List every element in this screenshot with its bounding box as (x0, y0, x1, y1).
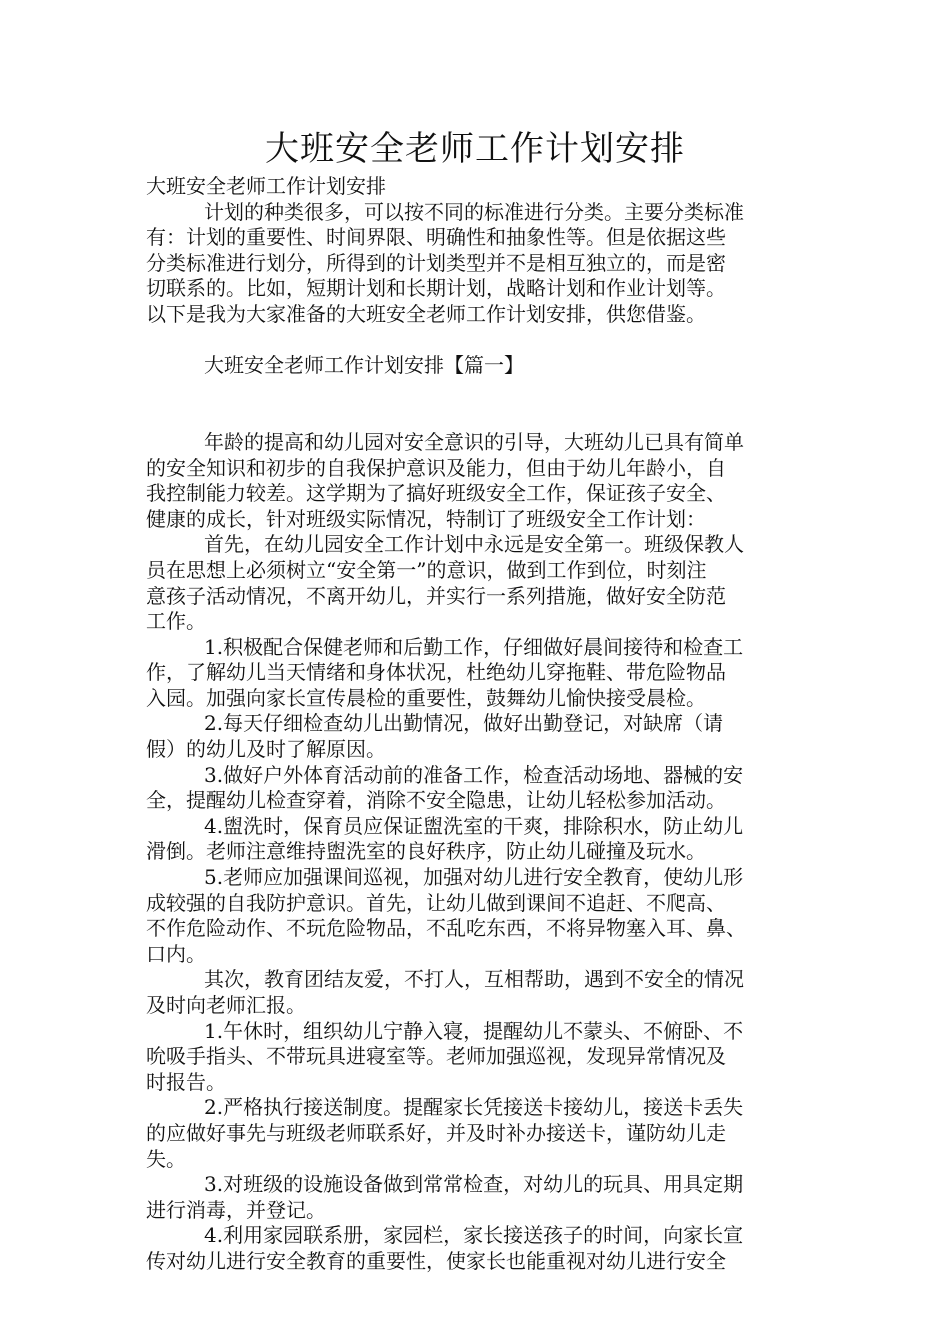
blank-line (146, 328, 816, 354)
text-line: 及时向老师汇报。 (146, 993, 306, 1017)
text-line: 我控制能力较差。这学期为了搞好班级安全工作，保证孩子安全、 (146, 481, 726, 506)
text-line: 成较强的自我防护意识。首先，让幼儿做到课间不追赶、不爬高、 (146, 890, 726, 915)
text-line: 滑倒。老师注意维持盥洗室的良好秩序，防止幼儿碰撞及玩水。 (146, 839, 706, 864)
blank-line (146, 379, 816, 405)
text-line: 年龄的提高和幼儿园对安全意识的引导，大班幼儿已具有简单 (204, 429, 744, 454)
text-line: 有：计划的重要性、时间界限、明确性和抽象性等。但是依据这些 (146, 225, 726, 250)
text-line: 1.积极配合保健老师和后勤工作，仔细做好晨间接待和检查工 (204, 634, 744, 659)
text-line: 2.严格执行接送制度。提醒家长凭接送卡接幼儿，接送卡丢失 (204, 1095, 744, 1120)
text-line: 4.利用家园联系册，家园栏，家长接送孩子的时间，向家长宣 (204, 1223, 744, 1248)
document-body (146, 174, 816, 1275)
text-line: 员在思想上必须树立“安全第一”的意识，做到工作到位，时刻注 (146, 557, 707, 582)
text-line: 1.午休时，组织幼儿宁静入寝，提醒幼儿不蒙头、不俯卧、不 (204, 1018, 744, 1043)
text-line: 口内。 (146, 941, 206, 966)
text-line: 分类标准进行划分，所得到的计划类型并不是相互独立的，而是密 (146, 250, 726, 275)
text-line: 5.老师应加强课间巡视，加强对幼儿进行安全教育，使幼儿形 (204, 865, 744, 890)
text-line: 意孩子活动情况，不离开幼儿，并实行一系列措施，做好安全防范 (146, 583, 726, 608)
text-line: 4.盥洗时，保育员应保证盥洗室的干爽，排除积水，防止幼儿 (204, 813, 744, 838)
text-line: 吮吸手指头、不带玩具进寝室等。老师加强巡视，发现异常情况及 (146, 1044, 726, 1069)
text-line: 工作。 (146, 609, 206, 634)
text-line: 切联系的。比如，短期计划和长期计划，战略计划和作业计划等。 (146, 276, 726, 301)
text-line: 进行消毒，并登记。 (146, 1197, 326, 1222)
text-line: 大班安全老师工作计划安排【篇一】 (204, 353, 524, 378)
text-line: 全，提醒幼儿检查穿着，消除不安全隐患，让幼儿轻松参加活动。 (146, 788, 726, 813)
text-line: 3.对班级的设施设备做到常常检查，对幼儿的玩具、用具定期 (204, 1172, 744, 1197)
text-line: 的应做好事先与班级老师联系好，并及时补办接送卡，谨防幼儿走 (146, 1120, 726, 1145)
text-line: 以下是我为大家准备的大班安全老师工作计划安排，供您借鉴。 (146, 301, 706, 326)
text-line: 首先，在幼儿园安全工作计划中永远是安全第一。班级保教人 (204, 532, 744, 557)
text-line: 入园。加强向家长宣传晨检的重要性，鼓舞幼儿愉快接受晨检。 (146, 685, 706, 710)
text-line: 计划的种类很多，可以按不同的标准进行分类。主要分类标准 (204, 199, 744, 224)
text-line: 传对幼儿进行安全教育的重要性，使家长也能重视对幼儿进行安全 (146, 1248, 726, 1273)
text-line: 健康的成长，针对班级实际情况，特制订了班级安全工作计划： (146, 506, 706, 531)
text-line: 不作危险动作、不玩危险物品，不乱吃东西，不将异物塞入耳、鼻、 (146, 916, 746, 941)
text-line: 作，了解幼儿当天情绪和身体状况，杜绝幼儿穿拖鞋、带危险物品 (146, 660, 726, 685)
text-line: 其次，教育团结友爱，不打人，互相帮助，遇到不安全的情况 (204, 967, 744, 992)
text-line: 时报告。 (146, 1069, 226, 1094)
text-line: 假）的幼儿及时了解原因。 (146, 737, 386, 762)
text-line: 失。 (146, 1146, 186, 1171)
text-line: 的安全知识和初步的自我保护意识及能力，但由于幼儿年龄小，自 (146, 455, 726, 480)
text-line: 大班安全老师工作计划安排 (146, 174, 386, 198)
blank-line (146, 404, 816, 430)
text-line: 2.每天仔细检查幼儿出勤情况，做好出勤登记，对缺席（请 (204, 711, 724, 736)
page-title: 大班安全老师工作计划安排 (265, 129, 685, 169)
text-line: 3.做好户外体育活动前的准备工作，检查活动场地、器械的安 (204, 762, 744, 787)
